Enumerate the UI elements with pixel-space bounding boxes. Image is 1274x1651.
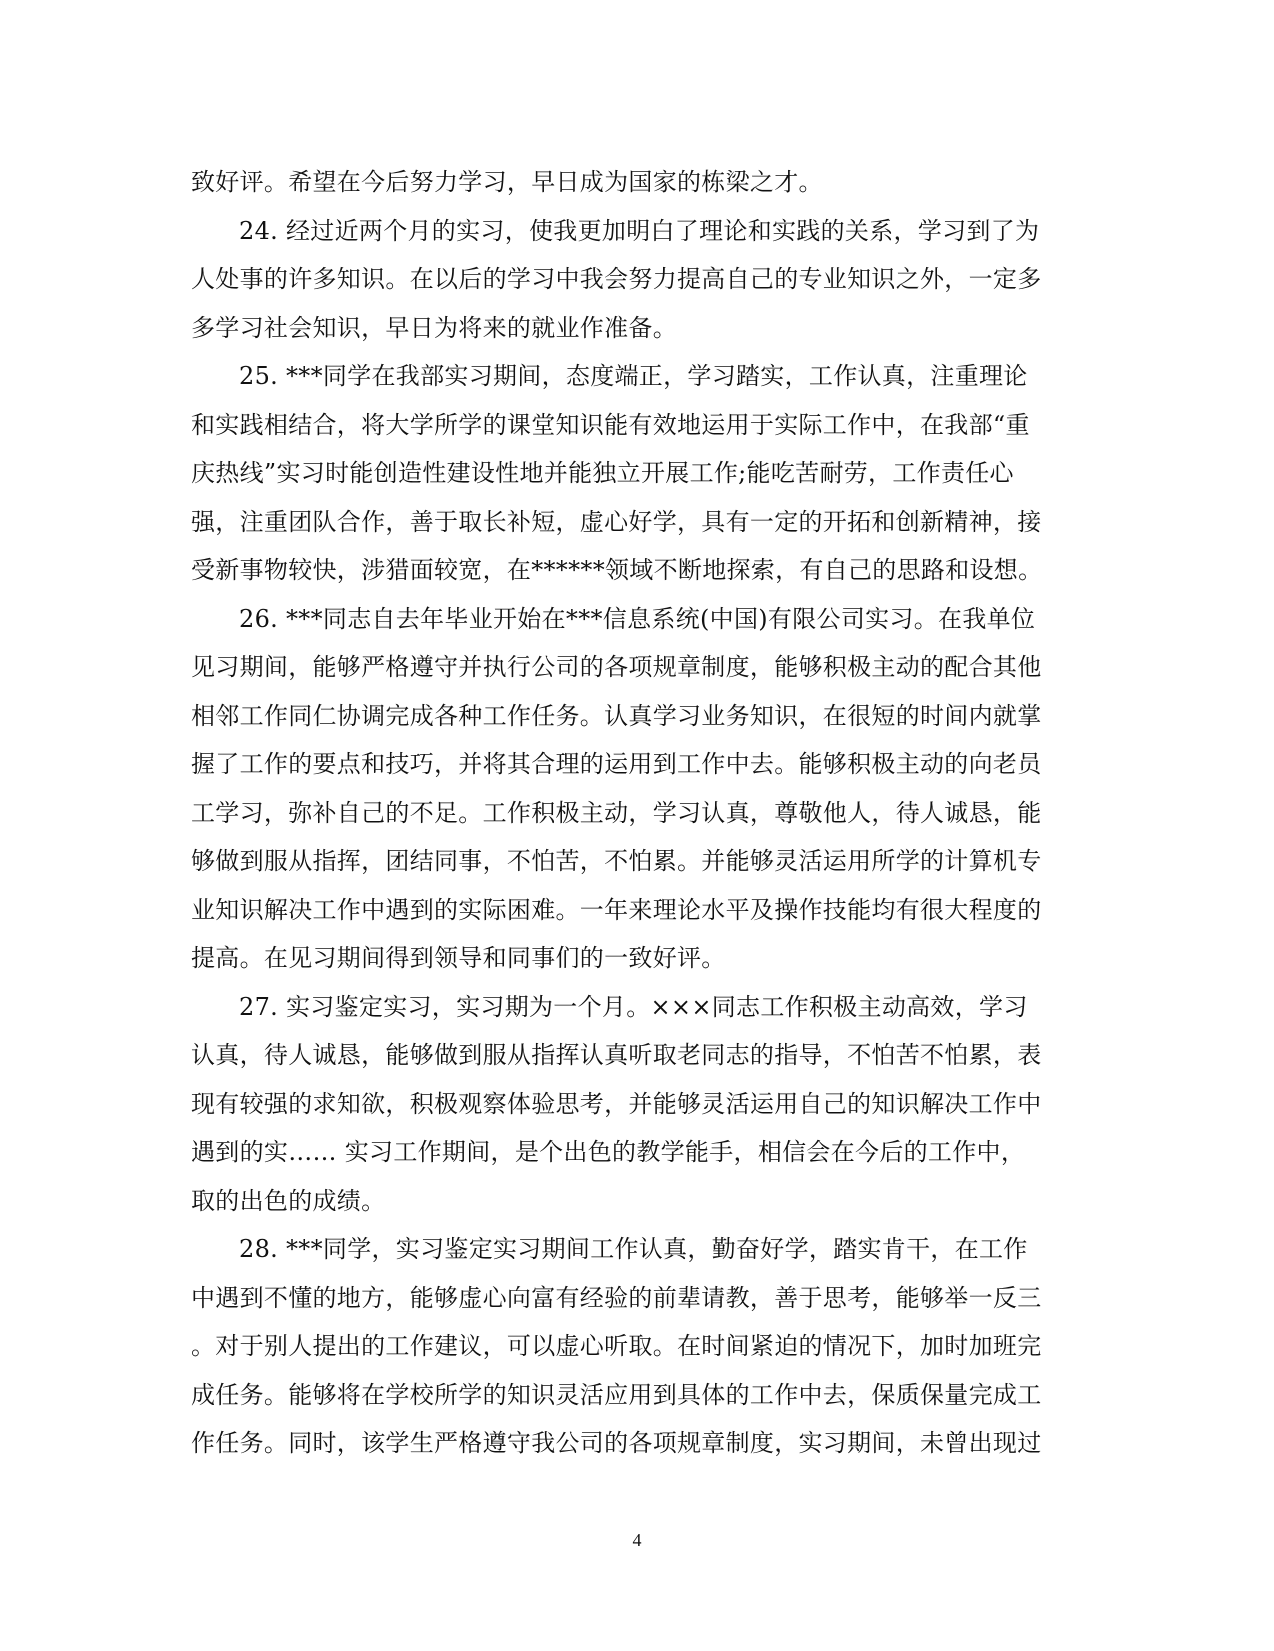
text-line: 见习期间，能够严格遵守并执行公司的各项规章制度，能够积极主动的配合其他: [191, 653, 1042, 681]
document-body: [191, 158, 1071, 1468]
text-line: 够做到服从指挥，团结同事，不怕苦，不怕累。并能够灵活运用所学的计算机专: [191, 847, 1042, 875]
text-line: 提高。在见习期间得到领导和同事们的一致好评。: [191, 944, 726, 972]
text-line: 28. ***同学，实习鉴定实习期间工作认真，勤奋好学，踏实肯干，在工作: [239, 1235, 1028, 1263]
text-line: 成任务。能够将在学校所学的知识灵活应用到具体的工作中去，保质保量完成工: [191, 1380, 1042, 1409]
page-number: 4: [632, 1530, 642, 1550]
text-line: 致好评。希望在今后努力学习，早日成为国家的栋梁之才。: [191, 168, 823, 196]
text-line: 作任务。同时，该学生严格遵守我公司的各项规章制度，实习期间，未曾出现过: [191, 1429, 1042, 1457]
text-line: 相邻工作同仁协调完成各种工作任务。认真学习业务知识，在很短的时间内就掌: [191, 701, 1042, 730]
text-line: 受新事物较快，涉猎面较宽，在******领域不断地探索，有自己的思路和设想。: [191, 556, 1043, 584]
text-line: 业知识解决工作中遇到的实际困难。一年来理论水平及操作技能均有很大程度的: [191, 895, 1042, 924]
text-line: 强，注重团队合作，善于取长补短，虚心好学，具有一定的开拓和创新精神，接: [191, 507, 1042, 536]
text-line: 取的出色的成绩。: [191, 1186, 386, 1215]
text-line: 。对于别人提出的工作建议，可以虚心听取。在时间紧迫的情况下，加时加班完: [191, 1332, 1042, 1360]
text-line: 遇到的实…… 实习工作期间，是个出色的教学能手，相信会在今后的工作中，: [191, 1138, 1026, 1166]
text-line: 人处事的许多知识。在以后的学习中我会努力提高自己的专业知识之外，一定多: [191, 265, 1042, 293]
text-line: 工学习，弥补自己的不足。工作积极主动，学习认真，尊敬他人，待人诚恳，能: [191, 798, 1042, 827]
text-line: 握了工作的要点和技巧，并将其合理的运用到工作中去。能够积极主动的向老员: [191, 750, 1042, 778]
text-line: 和实践相结合，将大学所学的课堂知识能有效地运用于实际工作中，在我部“重: [191, 410, 1030, 439]
text-line: 现有较强的求知欲，积极观察体验思考，并能够灵活运用自己的知识解决工作中: [191, 1089, 1042, 1118]
text-line: 中遇到不懂的地方，能够虚心向富有经验的前辈请教，善于思考，能够举一反三: [191, 1283, 1042, 1312]
text-line: 25. ***同学在我部实习期间，态度端正，学习踏实，工作认真，注重理论: [239, 362, 1028, 390]
text-line: 27. 实习鉴定实习，实习期为一个月。×××同志工作积极主动高效，学习: [239, 992, 1028, 1021]
text-line: 26. ***同志自去年毕业开始在***信息系统(中国)有限公司实习。在我单位: [239, 604, 1036, 633]
text-line: 24. 经过近两个月的实习，使我更加明白了理论和实践的关系，学习到了为: [239, 216, 1040, 245]
text-line: 多学习社会知识，早日为将来的就业作准备。: [191, 313, 677, 342]
text-line: 庆热线”实习时能创造性建设性地并能独立开展工作;能吃苦耐劳，工作责任心: [191, 459, 1014, 487]
text-line: 认真，待人诚恳，能够做到服从指挥认真听取老同志的指导，不怕苦不怕累，表: [191, 1041, 1042, 1069]
